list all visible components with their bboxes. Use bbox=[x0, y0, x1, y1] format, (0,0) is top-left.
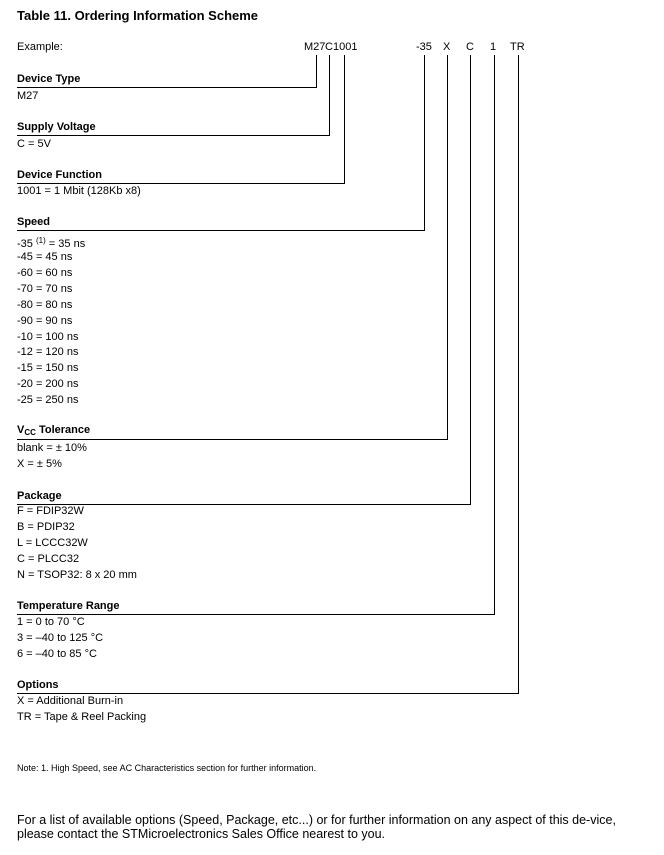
speed-row-first: -35 $^{(1)}$ = 35 ns bbox=[17, 236, 86, 250]
package-row: N = TSOP32: 8 x 20 mm bbox=[17, 568, 137, 581]
package-row: L = LCCC32W bbox=[17, 536, 88, 549]
table-title: Table 11. Ordering Information Scheme bbox=[17, 8, 259, 23]
options-row: TR = Tape & Reel Packing bbox=[17, 710, 147, 723]
temperature-row: 1 = 0 to 70 °C bbox=[17, 616, 85, 628]
footer-paragraph: For a list of available options (Speed, Package, etc...) or for further information on any aspect of this de-vice, please contact the STMicroelectronics Sales Office nearest to you. bbox=[17, 813, 616, 841]
speed-row: -70 = 70 ns bbox=[17, 282, 73, 295]
speed-row: -20 = 200 ns bbox=[17, 378, 79, 391]
options-heading: Options bbox=[17, 679, 59, 691]
connector-device-function bbox=[344, 55, 345, 183]
code-device-function: 1001 bbox=[333, 41, 358, 53]
device-type-heading: Device Type bbox=[17, 73, 81, 85]
connector-temperature bbox=[494, 55, 495, 614]
package-heading: Package bbox=[17, 490, 62, 502]
speed-row: -15 = 150 ns bbox=[17, 362, 79, 375]
connector-package bbox=[470, 55, 471, 504]
temperature-heading: Temperature Range bbox=[17, 600, 120, 612]
package-underline bbox=[17, 504, 471, 505]
package-row: F = FDIP32W bbox=[17, 505, 84, 517]
supply-voltage-heading: Supply Voltage bbox=[17, 121, 96, 133]
speed-row: -80 = 80 ns bbox=[17, 298, 73, 311]
vcc-tolerance-heading: $V_{CC}$ Tolerance bbox=[17, 424, 91, 437]
speed-row: -60 = 60 ns bbox=[17, 266, 73, 279]
speed-row: -90 = 90 ns bbox=[17, 314, 73, 327]
speed-underline bbox=[17, 230, 425, 231]
speed-row: -12 = 120 ns bbox=[17, 346, 79, 359]
connector-device-type bbox=[316, 55, 317, 87]
speed-row: -45 = 45 ns bbox=[17, 251, 73, 263]
connector-supply-voltage bbox=[329, 55, 330, 135]
speed-row: -25 = 250 ns bbox=[17, 394, 79, 407]
code-device-type: M27 bbox=[304, 41, 326, 53]
device-type-value: M27 bbox=[17, 90, 39, 102]
connector-options bbox=[518, 55, 519, 693]
temperature-underline bbox=[17, 614, 495, 615]
speed-heading: Speed bbox=[17, 216, 51, 228]
package-row: C = PLCC32 bbox=[17, 552, 80, 565]
vcc-tolerance-underline bbox=[17, 439, 448, 440]
temperature-row: 6 = –40 to 85 °C bbox=[17, 647, 97, 660]
code-package: C bbox=[466, 41, 474, 53]
options-row: X = Additional Burn-in bbox=[17, 695, 124, 707]
device-function-value: 1001 = 1 Mbit (128Kb x8) bbox=[17, 185, 141, 197]
vcc-row: blank = ± 10% bbox=[17, 442, 87, 454]
connector-speed bbox=[424, 55, 425, 230]
speed-row: -10 = 100 ns bbox=[17, 330, 79, 343]
vcc-row: X = ± 5% bbox=[17, 457, 62, 470]
code-temperature: 1 bbox=[490, 41, 497, 53]
connector-vcc-tolerance bbox=[447, 55, 448, 439]
code-speed: -35 bbox=[416, 41, 432, 53]
code-supply-voltage: C bbox=[325, 41, 333, 53]
temperature-row: 3 = –40 to 125 °C bbox=[17, 631, 104, 644]
code-options: TR bbox=[510, 41, 525, 53]
device-function-heading: Device Function bbox=[17, 169, 102, 181]
supply-voltage-value: C = 5V bbox=[17, 138, 51, 150]
footnote-ref: (1) bbox=[35, 236, 46, 245]
device-type-underline bbox=[17, 87, 317, 88]
code-vcc-tolerance: X bbox=[443, 41, 451, 53]
example-label: Example: bbox=[17, 41, 63, 53]
package-row: B = PDIP32 bbox=[17, 520, 75, 533]
footnote: Note: 1. High Speed, see AC Characteristics section for further information. bbox=[17, 763, 317, 773]
supply-voltage-underline bbox=[17, 135, 330, 136]
